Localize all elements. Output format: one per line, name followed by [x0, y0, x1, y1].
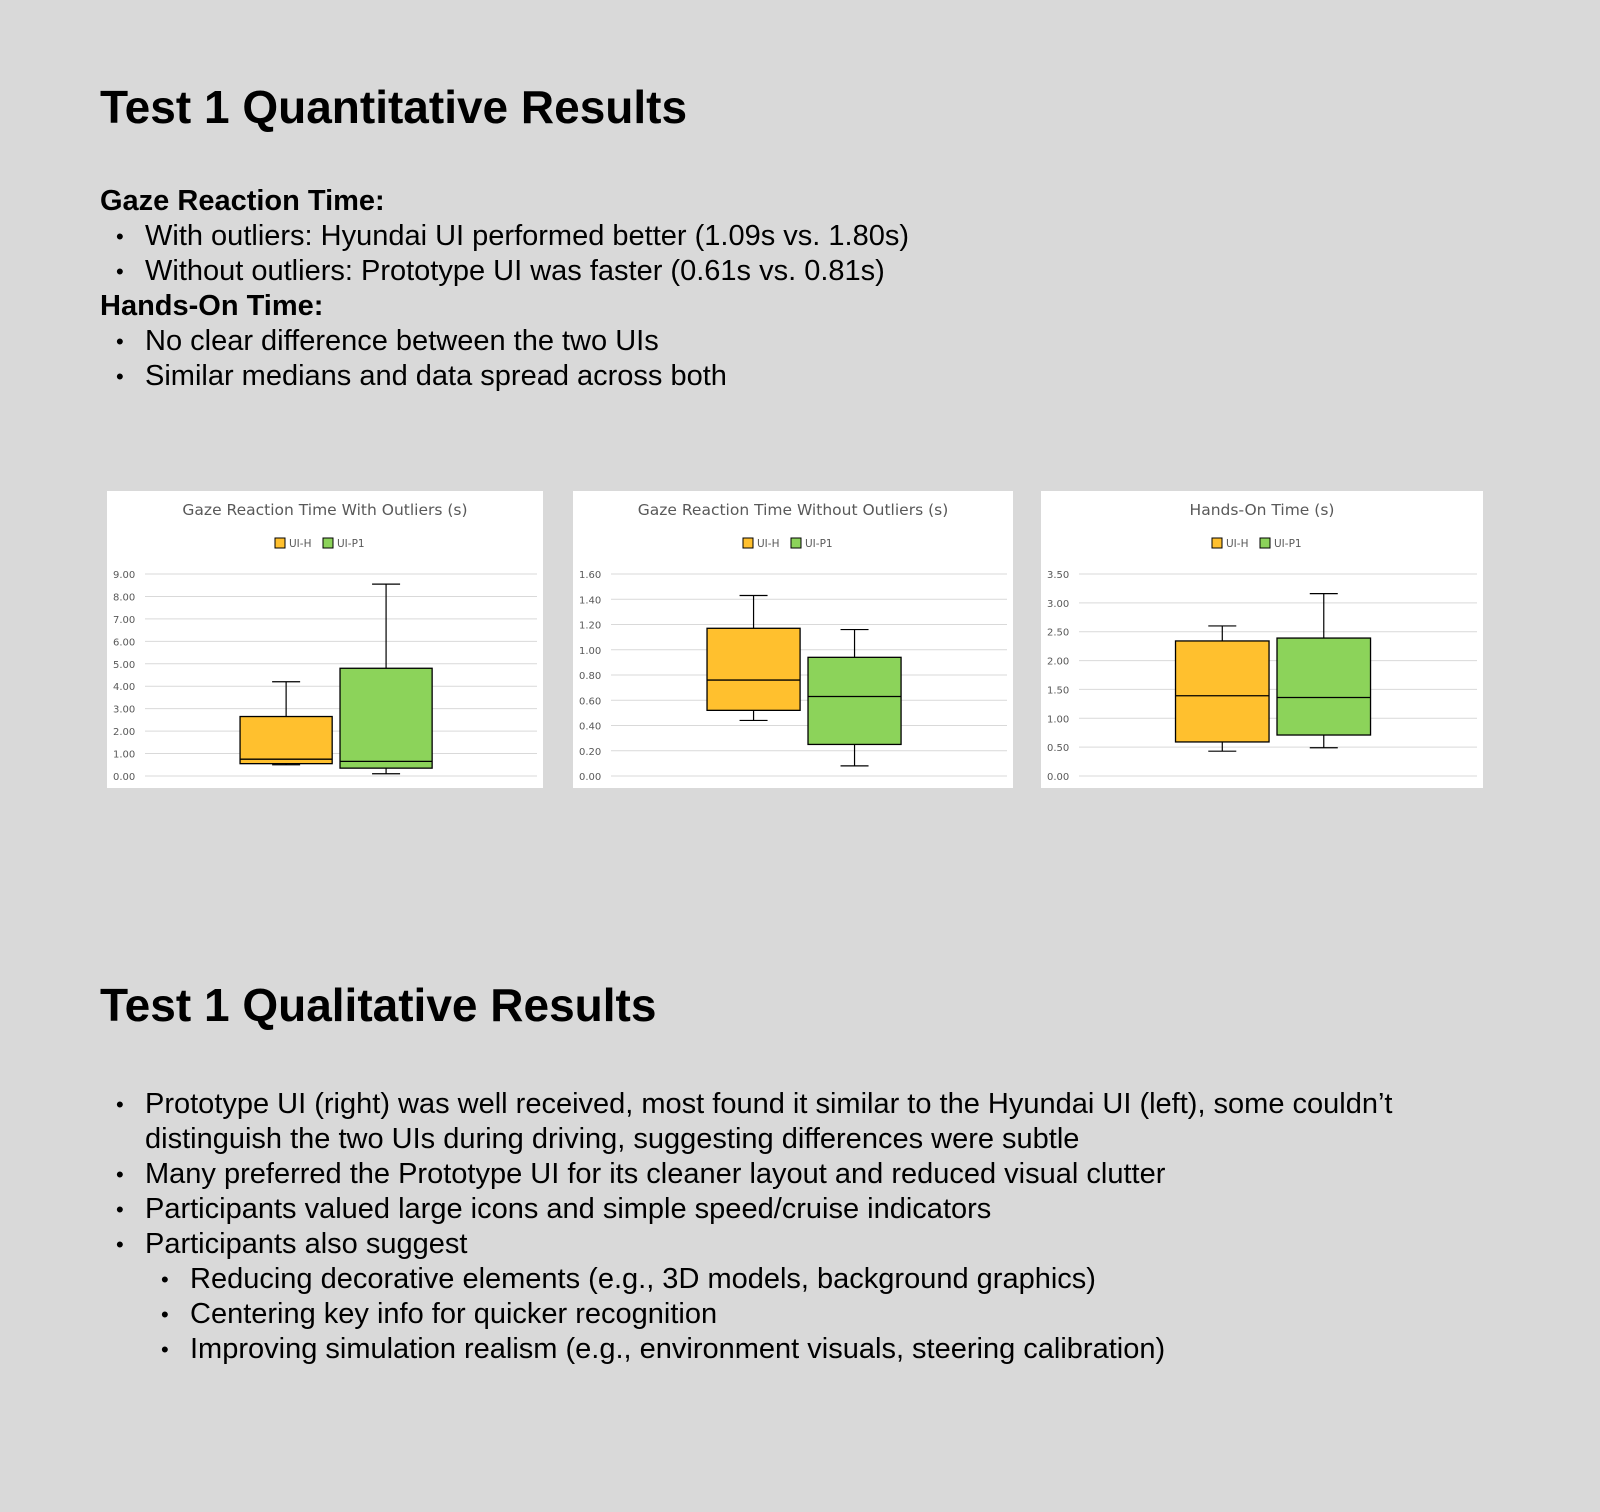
legend-label: UI-H	[289, 538, 312, 550]
iqr-box	[808, 657, 901, 744]
chart-title: Hands-On Time (s)	[1189, 501, 1335, 519]
legend-swatch	[1212, 538, 1222, 548]
bullet-text: With outliers: Hyundai UI performed better (1.09s vs. 1.80s)	[145, 220, 909, 252]
y-tick-label: 1.00	[1047, 714, 1070, 726]
iqr-box	[240, 717, 332, 764]
list-item	[100, 324, 909, 359]
y-tick-label: 2.00	[1047, 656, 1070, 668]
list-item	[100, 219, 909, 254]
hands-on-heading: Hands-On Time:	[100, 290, 324, 322]
box-ui-h	[240, 682, 332, 765]
bullet-icon: •	[116, 1162, 124, 1187]
quantitative-title: Test 1 Quantitative Results	[100, 81, 688, 133]
gaze-heading: Gaze Reaction Time:	[100, 185, 385, 217]
legend-label: UI-H	[1226, 538, 1249, 550]
legend-swatch	[323, 538, 333, 548]
gaze-without-outliers-chart	[573, 491, 1013, 788]
list-item	[100, 254, 909, 289]
y-tick-label: 1.00	[113, 749, 136, 761]
box-ui-p1	[1277, 594, 1371, 748]
y-tick-label: 9.00	[113, 570, 136, 581]
bullet-text: Reducing decorative elements (e.g., 3D models, background graphics)	[190, 1263, 1096, 1295]
list-item	[100, 1192, 1520, 1227]
chart-svg	[107, 491, 543, 788]
list-item	[100, 1262, 1520, 1297]
y-tick-label: 7.00	[113, 614, 136, 626]
y-tick-label: 0.50	[1047, 743, 1070, 755]
y-tick-label: 6.00	[113, 637, 136, 649]
bullet-icon: •	[116, 1232, 124, 1257]
bullet-text: Centering key info for quicker recognition	[190, 1298, 718, 1330]
list-item	[100, 1157, 1520, 1192]
bullet-text: Prototype UI (right) was well received, most found it similar to the Hyundai UI (left), some couldn’t distinguish the two UIs during driving, suggesting differences were subtle	[145, 1088, 1393, 1155]
iqr-box	[1277, 638, 1371, 735]
iqr-box	[707, 628, 800, 710]
bullet-icon: •	[116, 1197, 124, 1222]
iqr-box	[1176, 641, 1270, 742]
list-item	[100, 1227, 1520, 1262]
suggestion-sub-list	[100, 1262, 1520, 1367]
y-tick-label: 1.50	[1047, 685, 1070, 697]
y-tick-label: 5.00	[113, 659, 136, 671]
gaze-bullet-list	[100, 219, 909, 289]
chart-title: Gaze Reaction Time With Outliers (s)	[182, 501, 468, 519]
hands-on-bullet-list	[100, 324, 909, 394]
bullet-icon: •	[161, 1302, 169, 1327]
list-item	[100, 359, 909, 394]
list-item	[100, 1297, 1520, 1332]
y-tick-label: 0.00	[579, 772, 602, 783]
qualitative-title: Test 1 Qualitative Results	[100, 979, 657, 1031]
legend-label: UI-P1	[337, 538, 365, 550]
y-tick-label: 1.40	[579, 595, 602, 607]
legend-swatch	[275, 538, 285, 548]
hands-on-time-chart	[1041, 491, 1483, 788]
bullet-icon: •	[116, 1092, 124, 1117]
y-tick-label: 1.20	[579, 620, 602, 632]
bullet-text: Many preferred the Prototype UI for its cleaner layout and reduced visual clutter	[145, 1158, 1166, 1190]
box-ui-h	[707, 595, 800, 720]
y-tick-label: 0.00	[1047, 772, 1070, 783]
qualitative-bullet-list	[100, 1087, 1520, 1262]
bullet-text: Participants valued large icons and simple speed/cruise indicators	[145, 1193, 992, 1225]
bullet-icon: •	[161, 1337, 169, 1362]
chart-svg	[573, 491, 1013, 788]
legend-label: UI-P1	[805, 538, 833, 550]
y-tick-label: 0.80	[579, 671, 602, 682]
bullet-icon: •	[161, 1267, 169, 1292]
y-tick-label: 0.40	[579, 721, 602, 733]
legend-swatch	[791, 538, 801, 548]
gaze-with-outliers-chart	[107, 491, 543, 788]
legend-label: UI-H	[757, 538, 780, 550]
bullet-icon: •	[116, 364, 124, 389]
qualitative-summary	[100, 1087, 1520, 1367]
bullet-icon: •	[116, 259, 124, 284]
legend-swatch	[743, 538, 753, 548]
y-tick-label: 2.50	[1047, 627, 1070, 639]
y-tick-label: 8.00	[113, 592, 136, 604]
y-tick-label: 0.00	[113, 772, 136, 783]
y-tick-label: 3.50	[1047, 570, 1070, 581]
chart-title: Gaze Reaction Time Without Outliers (s)	[637, 501, 949, 519]
y-tick-label: 1.60	[579, 570, 602, 581]
list-item	[100, 1332, 1520, 1367]
bullet-icon: •	[116, 224, 124, 249]
y-tick-label: 0.60	[579, 696, 602, 708]
bullet-icon: •	[116, 329, 124, 354]
y-tick-label: 3.00	[1047, 598, 1070, 610]
y-tick-label: 4.00	[113, 682, 136, 694]
iqr-box	[340, 668, 432, 768]
y-tick-label: 1.00	[579, 645, 602, 657]
legend-swatch	[1260, 538, 1270, 548]
legend-label: UI-P1	[1274, 538, 1302, 550]
bullet-text: Participants also suggest	[145, 1228, 468, 1260]
y-tick-label: 2.00	[113, 727, 136, 739]
bullet-text: Similar medians and data spread across both	[145, 360, 727, 392]
list-item	[100, 1087, 1520, 1157]
bullet-text: Without outliers: Prototype UI was faster (0.61s vs. 0.81s)	[145, 255, 885, 287]
bullet-text: No clear difference between the two UIs	[145, 325, 659, 357]
chart-svg	[1041, 491, 1483, 788]
quantitative-summary	[100, 184, 909, 394]
box-ui-p1	[340, 584, 432, 774]
box-ui-h	[1176, 626, 1270, 751]
bullet-text: Improving simulation realism (e.g., environment visuals, steering calibration)	[190, 1333, 1166, 1365]
y-tick-label: 3.00	[113, 704, 136, 716]
y-tick-label: 0.20	[579, 746, 602, 758]
